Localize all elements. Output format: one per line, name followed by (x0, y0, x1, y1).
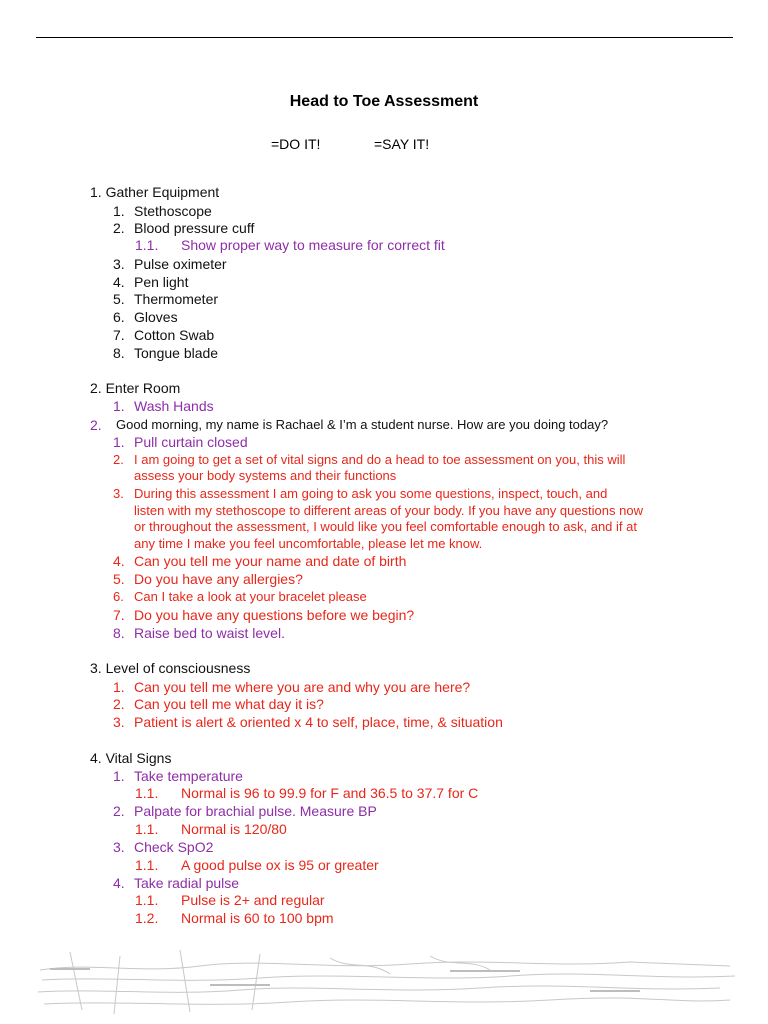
list-number: 1.1. (135, 857, 159, 873)
list-number: 1. (113, 434, 125, 450)
list-number: 4. (113, 875, 125, 891)
list-item: Do you have any allergies? (134, 571, 303, 587)
list-item: Pull curtain closed (134, 434, 248, 450)
list-number: 1. (113, 768, 125, 784)
list-number: 3. (113, 256, 125, 272)
list-item: Wash Hands (134, 398, 214, 414)
list-number: 4. (113, 274, 125, 290)
section-heading: 1. Gather Equipment (90, 184, 220, 200)
list-number: 2. (90, 417, 102, 433)
list-number: 1.2. (135, 910, 159, 926)
list-number: 1. (113, 398, 125, 414)
list-number: 8. (113, 345, 125, 361)
list-number: 7. (113, 607, 125, 623)
list-number: 5. (113, 291, 125, 307)
list-item: Can you tell me your name and date of birth (134, 553, 407, 569)
list-item: Can you tell me where you are and why you are here? (134, 679, 471, 695)
list-item: Patient is alert & oriented x 4 to self, place, time, & situation (134, 714, 503, 730)
list-item: Cotton Swab (134, 327, 215, 343)
list-item-line: any time I make you feel uncomfortable, please let me know. (134, 536, 483, 551)
list-number: 3. (113, 839, 125, 855)
list-number: 1. (113, 203, 125, 219)
faded-scan-artifact (30, 940, 740, 1024)
list-number: 1.1. (135, 785, 159, 801)
list-item: A good pulse ox is 95 or greater (181, 857, 379, 873)
list-number: 3. (113, 486, 124, 501)
list-item: Check SpO2 (134, 839, 214, 855)
list-item: Normal is 120/80 (181, 821, 287, 837)
list-item-line: I am going to get a set of vital signs and do a head to toe assessment on you, this will (134, 452, 626, 467)
list-number: 2. (113, 220, 125, 236)
list-number: 1.1. (135, 237, 159, 253)
list-number: 4. (113, 553, 125, 569)
list-item-line: assess your body systems and their functions (134, 468, 397, 483)
list-item: Thermometer (134, 291, 219, 307)
list-item: Gloves (134, 309, 178, 325)
list-item: Pen light (134, 274, 189, 290)
list-item: Normal is 96 to 99.9 for F and 36.5 to 37.7 for C (181, 785, 479, 801)
list-number: 2. (113, 696, 125, 712)
list-item: Can you tell me what day it is? (134, 696, 324, 712)
list-number: 6. (113, 309, 125, 325)
page-title: Head to Toe Assessment (289, 93, 479, 110)
top-rule (36, 37, 733, 38)
list-item: Do you have any questions before we begin? (134, 607, 415, 623)
list-item: Normal is 60 to 100 bpm (181, 910, 334, 926)
list-item: Tongue blade (134, 345, 219, 361)
list-number: 2. (113, 803, 125, 819)
list-item: Stethoscope (134, 203, 212, 219)
list-number: 6. (113, 589, 124, 604)
list-number: 7. (113, 327, 125, 343)
legend-do-it: =DO IT! (271, 136, 321, 152)
list-number: 1.1. (135, 892, 159, 908)
list-item: Take radial pulse (134, 875, 240, 891)
list-number: 2. (113, 452, 124, 467)
section-heading: 3. Level of consciousness (90, 660, 251, 676)
list-item: Raise bed to waist level. (134, 625, 285, 641)
section-heading: 4. Vital Signs (90, 750, 172, 766)
list-number: 1. (113, 679, 125, 695)
list-item: Pulse is 2+ and regular (181, 892, 325, 908)
list-item: Can I take a look at your bracelet please (134, 589, 367, 604)
list-item: Take temperature (134, 768, 243, 784)
list-item-line: During this assessment I am going to ask you some questions, inspect, touch, and (134, 486, 608, 501)
list-item: Palpate for brachial pulse. Measure BP (134, 803, 377, 819)
list-item: Blood pressure cuff (134, 220, 255, 236)
list-item-line: or throughout the assessment, I would like you feel comfortable enough to ask, and if at (134, 519, 637, 534)
list-item: Pulse oximeter (134, 256, 227, 272)
list-number: 1.1. (135, 821, 159, 837)
list-number: 8. (113, 625, 125, 641)
section-heading: 2. Enter Room (90, 380, 181, 396)
list-number: 5. (113, 571, 125, 587)
list-number: 3. (113, 714, 125, 730)
legend-say-it: =SAY IT! (374, 136, 430, 152)
list-item: Good morning, my name is Rachael & I’m a student nurse. How are you doing today? (116, 417, 609, 432)
list-item: Show proper way to measure for correct fit (181, 237, 445, 253)
list-item-line: listen with my stethoscope to different areas of your body. If you have any questions now (134, 503, 643, 518)
